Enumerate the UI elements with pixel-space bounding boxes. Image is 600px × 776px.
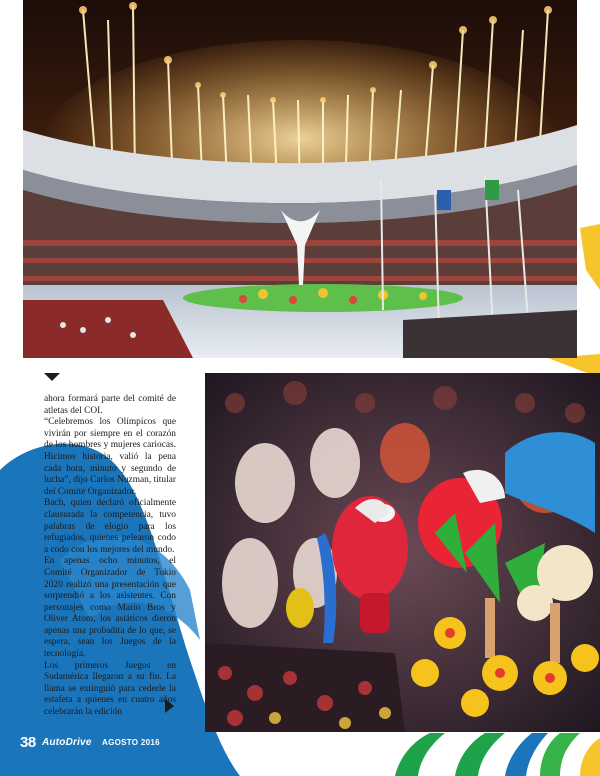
article-paragraph: “Celebremos los Olímpicos que vivirán por siempre en el corazón de los hombres y mujeres cariocas. Hicimos historia, valió la pena cada hora, minuto y segundo de lucha”, dijo Carlos Nuzman, titular del Comité Organizador. [44,417,176,497]
brand-logo: AutoDrive [42,737,92,748]
stadium-fireworks-photo [23,0,577,358]
yellow-stripe-bottom [580,738,600,776]
article-paragraph: Bach, quien declaró oficialmente clausurada la competencia, tuvo palabras de elogio para los refugiados, quienes pelearon codo a codo con los mejores del mundo. [44,498,176,555]
page-footer [20,736,160,752]
green-stripe-2 [455,733,505,776]
article-paragraph: Los primeros Juegos en Sudamérica llegaron a su fin. La llama se extinguió para cederle la estafeta a quienes en cuatro años celebrarán la edición [44,660,176,718]
article-body [44,394,176,719]
page-number: 38 [20,734,36,751]
article-paragraph: ahora formará parte del comité de atletas del COI. [44,394,176,416]
green-stripe [395,733,445,776]
green-stripe-3 [540,733,580,776]
arrow-down-icon [44,373,60,381]
yellow-shape [580,224,600,290]
issue-date: AGOSTO 2016 [102,738,160,747]
carnival-parrot-photo [205,373,600,732]
article-paragraph: En apenas ocho minutos, el Comité Organizador de Tokio 2020 realizó una presentación que sorprendió a los asistentes. Con personajes como Mario Bros y Oliver Atom, los asiáticos dieron apenas una probadita de lo que, se espera, sean los Juegos de la tecnología. [44,556,176,660]
